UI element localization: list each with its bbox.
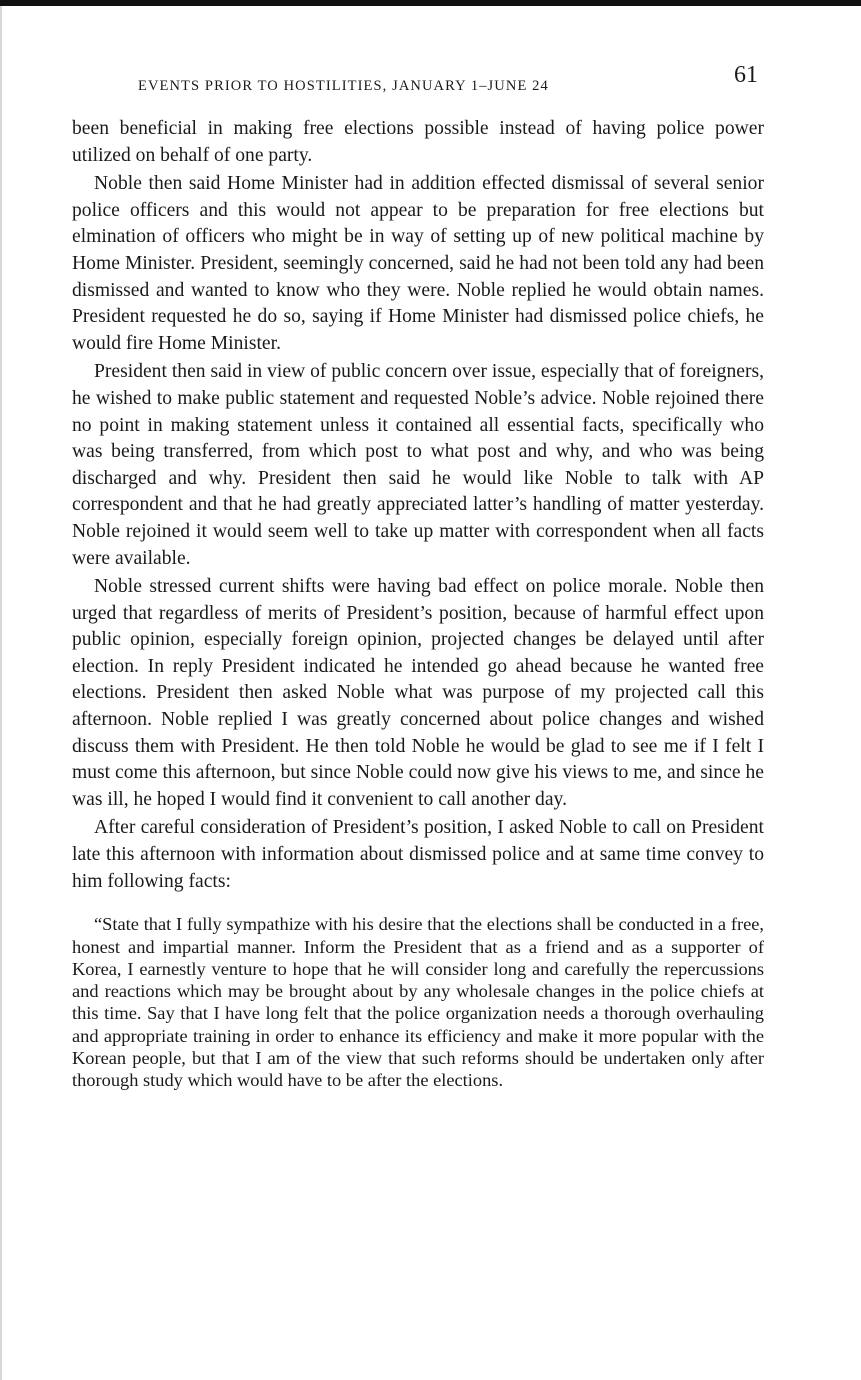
block-quote: “State that I fully sympathize with his desire that the elections shall be conducted in a free, honest and impartial manner. Inform the President that as a friend and as a supporter of Korea, I earnestly venture to hope that he will consider long and carefully the repercussions and reactions which may be brought about by any wholesale changes in the police chiefs at this time. Say that I have long felt that the police organization needs a thorough overhauling and appropriate training in order to enhance its efficiency and make it more popular with the Korean people, but that I am of the view that such reforms should be undertaken only after thorough study which would have to be after the elections. — [72, 914, 764, 1091]
paragraph: President then said in view of public concern over issue, especially that of foreigners, he wished to make public statement and requested Noble’s advice. Noble rejoined there no point in making statement unless it contained all essential facts, specifically who was being transferred, from which post to what post and why, and who was being discharged and why. President then said he would like Noble to talk with AP correspondent and that he had greatly appreciated latter’s handling of matter yesterday. Noble rejoined it would seem well to take up matter with correspondent when all facts were available. — [72, 361, 764, 569]
top-border-rule — [0, 0, 861, 6]
page-edge-shadow — [0, 6, 2, 1380]
document-page — [72, 58, 764, 1110]
paragraph-continuation: been beneficial in making free elections possible instead of having police power utilized on behalf of one party. — [72, 118, 764, 166]
paragraph: Noble stressed current shifts were having bad effect on police morale. Noble then urged that regardless of merits of President’s position, because of harmful effect upon public opinion, especially foreign opinion, projected changes be delayed until after election. In reply President indicated he intended go ahead because he wanted free elections. President then asked Noble what was purpose of my projected call this afternoon. Noble replied I was greatly concerned about police changes and wished discuss them with President. He then told Noble he would be glad to see me if I felt I must come this afternoon, but since Noble could now give his views to me, and since he was ill, he hoped I would find it convenient to call another day. — [72, 576, 764, 810]
body-text — [72, 116, 764, 895]
paragraph: After careful consideration of President’s position, I asked Noble to call on President late this afternoon with information about dismissed police and at same time convey to him following facts: — [72, 817, 764, 892]
running-header — [72, 58, 764, 102]
paragraph: Noble then said Home Minister had in addition effected dismissal of several senior police officers and this would not appear to be preparation for free elections but elmination of officers who might be in way of setting up of new political machine by Home Minister. President, seemingly concerned, said he had not been told any had been dismissed and wanted to know who they were. Noble replied he would obtain names. President requested he do so, saying if Home Minister had dismissed police chiefs, he would fire Home Minister. — [72, 173, 764, 354]
page-number: 61 — [734, 62, 758, 88]
running-title: EVENTS PRIOR TO HOSTILITIES, JANUARY 1–JUNE 24 — [138, 78, 549, 94]
